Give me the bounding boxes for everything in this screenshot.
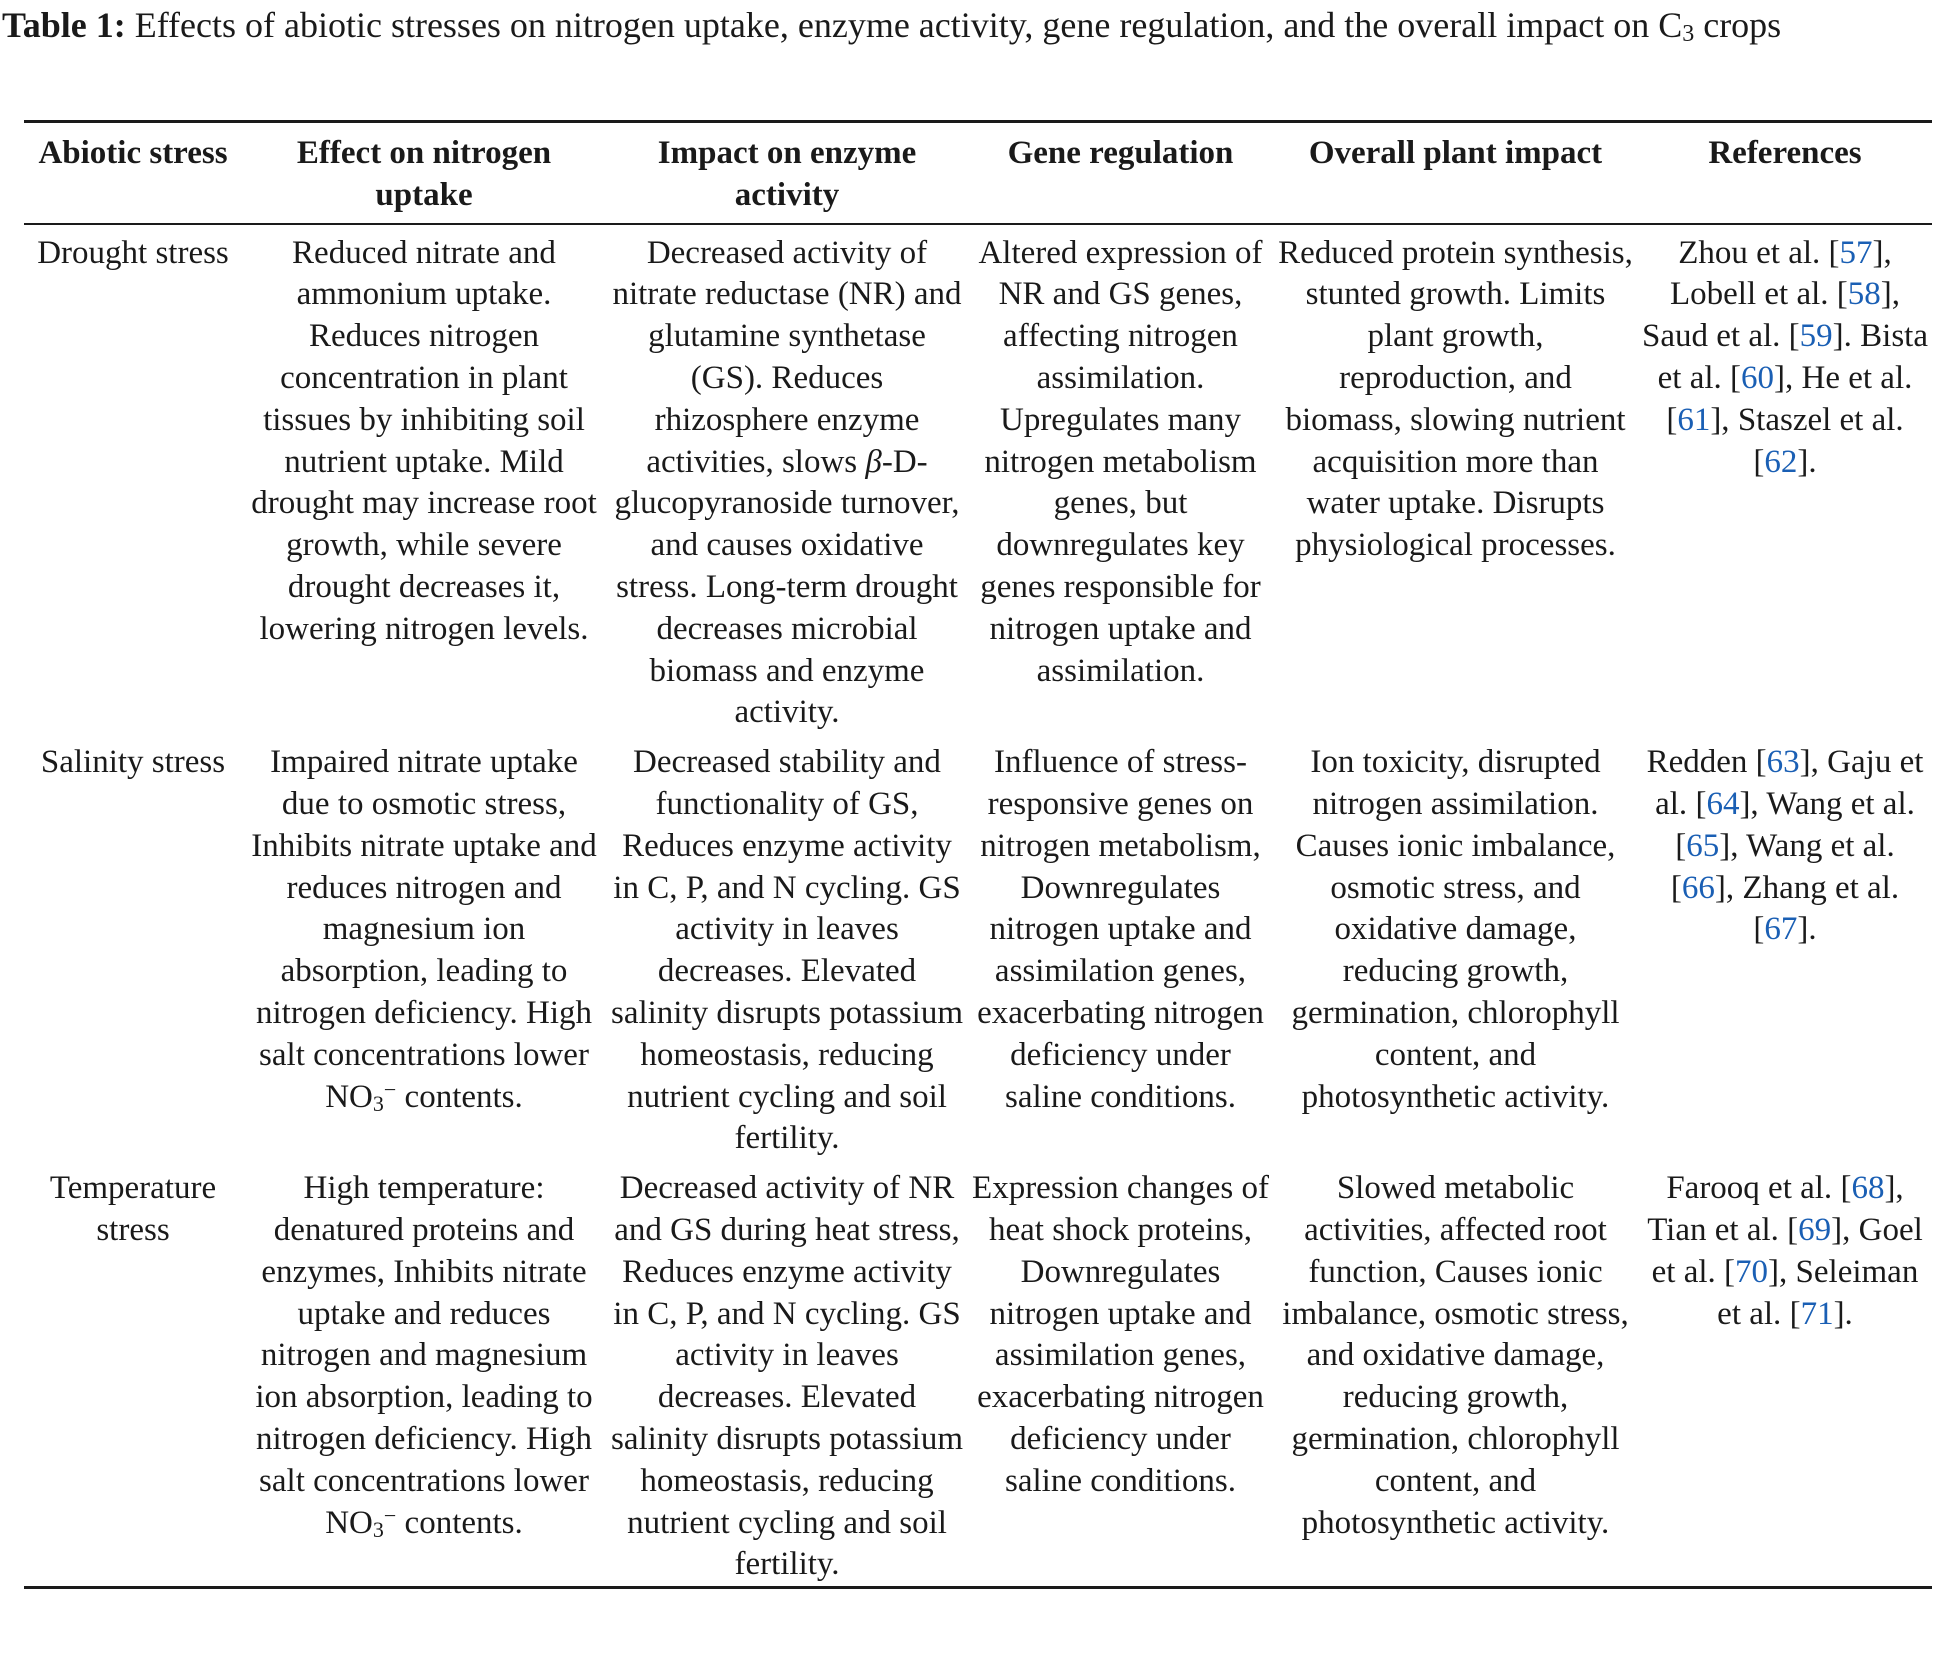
cell-references: [1638, 734, 1932, 1160]
citation-link[interactable]: 58: [1847, 276, 1881, 313]
citation-link[interactable]: 65: [1686, 827, 1720, 864]
header-effect-nitrogen: Effect on nitrogen uptake: [296, 135, 552, 213]
reference: Bista et al. [60],: [1657, 318, 1928, 396]
citation-link[interactable]: 70: [1735, 1253, 1769, 1290]
citation-link[interactable]: 62: [1764, 443, 1798, 480]
reference: Zhou et al. [57],: [1678, 234, 1892, 271]
cell-references: [1638, 1160, 1932, 1586]
table-caption-subscript: 3: [1682, 21, 1695, 47]
table-row: [24, 225, 1932, 735]
citation-link[interactable]: 64: [1706, 785, 1740, 822]
citation-link[interactable]: 63: [1766, 744, 1800, 781]
cell-overall: Ion toxicity, disrupted nitrogen assimilation. Causes ionic imbalance, osmotic stress, and oxidative damage, reducing growth, germination, chlorophyll content, and photosynthetic activity.: [1291, 744, 1620, 1115]
header-references: References: [1708, 135, 1862, 171]
cell-nitrogen: High temperature: denatured proteins and enzymes, Inhibits nitrate uptake and reduces nitrogen and magnesium ion absorption, leading to nitrogen deficiency. High salt concentrations lower $NO_3^-$ contents.: [255, 1170, 593, 1542]
reference: Redden [63],: [1646, 744, 1819, 781]
citation-link[interactable]: 69: [1798, 1211, 1832, 1248]
header-impact-enzyme: Impact on enzyme activity: [657, 135, 917, 213]
citation-link[interactable]: 60: [1741, 359, 1775, 396]
cell-enzyme-beta: β: [865, 443, 882, 480]
table-caption-text: Effects of abiotic stresses on nitrogen uptake, enzyme activity, gene regulation, and the overall impact on C: [134, 5, 1683, 45]
reference: Saud et al. [59].: [1642, 318, 1852, 355]
cell-overall: Slowed metabolic activities, affected root function, Causes ionic imbalance, osmotic stress, and oxidative damage, reducing growth, germination, chlorophyll content, and photosynthetic activity.: [1282, 1170, 1629, 1541]
table-caption-text-end: crops: [1694, 5, 1782, 45]
reference: Staszel et al. [62].: [1737, 401, 1904, 480]
table-header-row: [24, 123, 1932, 223]
cell-stress: Temperature stress: [49, 1170, 217, 1248]
reference: Zhang et al. [67].: [1742, 869, 1900, 948]
cell-overall: Reduced protein synthesis, stunted growth. Limits plant growth, reproduction, and biomass, slowing nutrient acquisition more than water uptake. Disrupts physiological processes.: [1278, 234, 1633, 564]
data-table: [24, 120, 1932, 1589]
reference: He et al. [61],: [1666, 359, 1913, 438]
reference: Wang et al. [65],: [1675, 785, 1915, 864]
table-row: [24, 734, 1932, 1160]
table-bottom-rule: [24, 1586, 1932, 1589]
header-gene-regulation: Gene regulation: [1007, 135, 1234, 171]
cell-enzyme-text-end: -D-glucopyranoside turnover, and causes oxidative stress. Long-term drought decreases microbial biomass and enzyme activity.: [614, 443, 960, 731]
cell-nitrogen: Impaired nitrate uptake due to osmotic stress, Inhibits nitrate uptake and reduces nitrogen and magnesium ion absorption, leading to nitrogen deficiency. High salt concentrations lower $NO_3^-$ contents.: [251, 744, 597, 1116]
reference: Lobell et al. [58],: [1669, 276, 1901, 313]
cell-references: [1638, 225, 1932, 735]
cell-stress: Drought stress: [37, 234, 229, 271]
cell-enzyme: Decreased stability and functionality of GS, Reduces enzyme activity in C, P, and N cycling. GS activity in leaves decreases. Elevated salinity disrupts potassium homeostasis, reducing nutrient cycling and soil fertility.: [610, 744, 963, 1157]
reference: Wang et al. [66],: [1670, 827, 1895, 906]
cell-enzyme: Decreased activity of NR and GS during heat stress, Reduces enzyme activity in C, P, and N cycling. GS activity in leaves decreases. Elevated salinity disrupts potassium homeostasis, reducing nutrient cycling and soil fertility.: [610, 1170, 963, 1583]
cell-gene: Altered expression of NR and GS genes, affecting nitrogen assimilation. Upregulates many nitrogen metabolism genes, but downregulates key genes responsible for nitrogen uptake and assimilation.: [978, 234, 1263, 689]
citation-link[interactable]: 61: [1677, 401, 1711, 438]
header-abiotic-stress: Abiotic stress: [38, 135, 228, 171]
citation-link[interactable]: 57: [1839, 234, 1873, 271]
reference: Gaju et al. [64],: [1655, 744, 1924, 822]
cell-nitrogen: Reduced nitrate and ammonium uptake. Reduces nitrogen concentration in plant tissues by inhibiting soil nutrient uptake. Mild drought may increase root growth, while severe drought decreases it, lowering nitrogen levels.: [251, 234, 597, 647]
cell-enzyme: [606, 225, 968, 735]
cell-enzyme-text: Decreased activity of nitrate reductase (NR) and glutamine synthetase (GS). Reduces rhizosphere enzyme activities, slows: [612, 234, 962, 480]
citation-link[interactable]: 59: [1799, 318, 1833, 355]
header-overall-impact: Overall plant impact: [1308, 135, 1603, 171]
cell-gene: Influence of stress-responsive genes on nitrogen metabolism, Downregulates nitrogen uptake and assimilation genes, exacerbating nitrogen deficiency under saline conditions.: [977, 744, 1264, 1115]
citation-link[interactable]: 66: [1681, 869, 1715, 906]
reference: Farooq et al. [68],: [1666, 1170, 1904, 1207]
reference: Seleiman et al. [71].: [1717, 1253, 1919, 1332]
cell-stress: Salinity stress: [40, 744, 226, 781]
table-caption-label: Table 1:: [2, 5, 126, 45]
table-row: [24, 1160, 1932, 1586]
reference: Tian et al. [69],: [1647, 1211, 1851, 1248]
citation-link[interactable]: 68: [1851, 1170, 1885, 1207]
table-caption: [2, 0, 1950, 50]
reference: Goel et al. [70],: [1651, 1211, 1923, 1290]
citation-link[interactable]: 67: [1764, 911, 1798, 948]
cell-gene: Expression changes of heat shock proteins, Downregulates nitrogen uptake and assimilation genes, exacerbating nitrogen deficiency under saline conditions.: [972, 1170, 1269, 1499]
citation-link[interactable]: 71: [1800, 1295, 1834, 1332]
